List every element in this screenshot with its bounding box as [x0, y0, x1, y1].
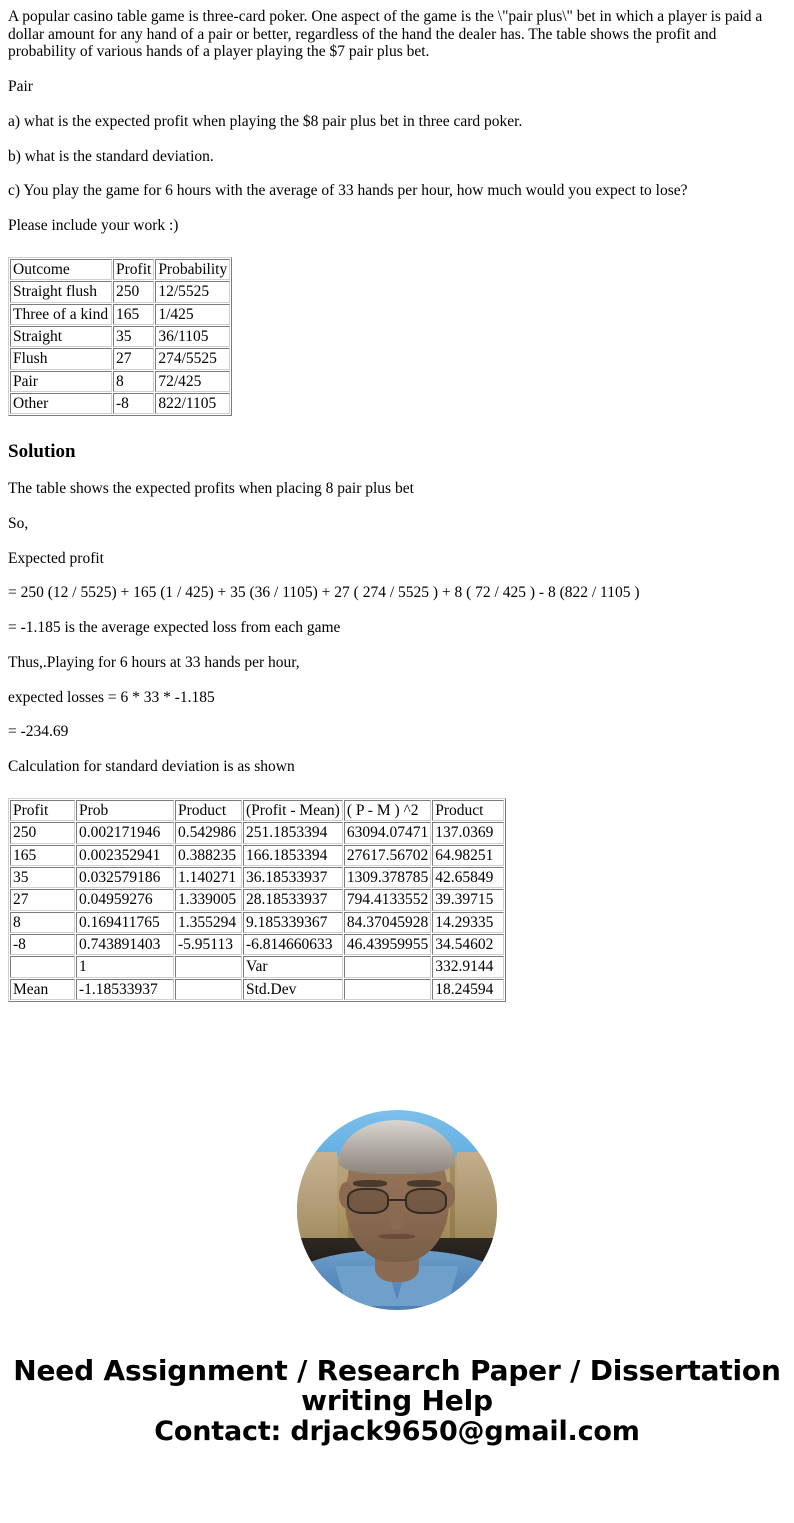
- avatar: [297, 1110, 497, 1310]
- cell-profit-minus-mean: 166.1853394: [243, 845, 343, 866]
- table-row: [10, 371, 230, 392]
- cell-blank: [175, 956, 242, 977]
- spacer: [8, 165, 786, 182]
- cell-outcome: Straight: [10, 326, 112, 347]
- cell-product-2: 39.39715: [432, 889, 504, 910]
- spacer: [8, 776, 786, 798]
- cell-outcome: Pair: [10, 371, 112, 392]
- footer-advert: [8, 1356, 786, 1446]
- cell-profit: 35: [10, 867, 75, 888]
- cell-pm-squared: 1309.378785: [344, 867, 431, 888]
- outcome-probability-table: [8, 257, 232, 417]
- cell-outcome: Three of a kind: [10, 304, 112, 325]
- cell-profit-minus-mean: -6.814660633: [243, 934, 343, 955]
- cell-profit: -8: [113, 393, 154, 414]
- photo-lens-right: [405, 1188, 447, 1214]
- question-part-b: b) what is the standard deviation.: [8, 147, 214, 165]
- cell-outcome: Straight flush: [10, 281, 112, 302]
- column-header-product-2: Product: [432, 800, 504, 821]
- photo-glasses-bridge: [389, 1199, 405, 1201]
- table-row: [10, 867, 504, 888]
- cell-product-2: 14.29335: [432, 912, 504, 933]
- cell-profit: 165: [113, 304, 154, 325]
- cell-probability: 274/5525: [155, 348, 230, 369]
- solution-result: = -234.69: [8, 723, 69, 741]
- cell-pm-squared: 27617.56702: [344, 845, 431, 866]
- cell-prob: 0.032579186: [76, 867, 174, 888]
- variance-table-body: [10, 800, 504, 1000]
- cell-profit-minus-mean: 28.18533937: [243, 889, 343, 910]
- table-row: [10, 889, 504, 910]
- cell-profit: 165: [10, 845, 75, 866]
- spacer: [8, 235, 786, 257]
- cell-var-label: Var: [243, 956, 343, 977]
- cell-probability: 72/425: [155, 371, 230, 392]
- cell-pm-squared: 63094.07471: [344, 822, 431, 843]
- spacer: [8, 602, 786, 619]
- cell-profit-minus-mean: 251.1853394: [243, 822, 343, 843]
- column-header-outcome: Outcome: [10, 259, 112, 280]
- cell-profit: 35: [113, 326, 154, 347]
- footer-line-2: writing Help: [301, 1384, 493, 1418]
- cell-blank: [175, 979, 242, 1000]
- footer-contact-line: Contact: drjack9650@gmail.com: [154, 1415, 640, 1447]
- cell-probability: 36/1105: [155, 326, 230, 347]
- table-header-row: [10, 259, 230, 280]
- column-header-profit: Profit: [10, 800, 75, 821]
- table-row: [10, 912, 504, 933]
- table-row-stddev: [10, 979, 504, 1000]
- cell-product-2: 34.54602: [432, 934, 504, 955]
- cell-blank: [344, 956, 431, 977]
- column-header-profit-minus-mean: (Profit - Mean): [243, 800, 343, 821]
- cell-product: 1.355294: [175, 912, 242, 933]
- cell-profit: 27: [113, 348, 154, 369]
- column-header-pm-squared: ( P - M ) ^2: [344, 800, 431, 821]
- cell-mean-label: Mean: [10, 979, 75, 1000]
- cell-profit-minus-mean: 9.185339367: [243, 912, 343, 933]
- table-row: [10, 281, 230, 302]
- table-row: [10, 934, 504, 955]
- table-row: [10, 393, 230, 414]
- cell-product: -5.95113: [175, 934, 242, 955]
- spacer: [8, 706, 786, 723]
- cell-profit: 8: [113, 371, 154, 392]
- cell-profit: 8: [10, 912, 75, 933]
- solution-expected-profit-equation: = 250 (12 / 5525) + 165 (1 / 425) + 35 (36 / 1105) + 27 ( 274 / 5525 ) + 8 ( 72 / 425 ) - 8 (822 / 1105 ): [8, 584, 640, 602]
- cell-prob: 0.169411765: [76, 912, 174, 933]
- solution-line-9: Calculation for standard deviation is as shown: [8, 758, 295, 776]
- cell-profit: 250: [10, 822, 75, 843]
- spacer: [8, 567, 786, 584]
- question-part-c: c) You play the game for 6 hours with the average of 33 hands per hour, how much would you expect to lose?: [8, 182, 688, 200]
- photo-nose: [389, 1206, 405, 1230]
- photo-mouth: [379, 1234, 415, 1239]
- spacer: [8, 533, 786, 550]
- table-header-row: [10, 800, 504, 821]
- table-row: [10, 822, 504, 843]
- solution-expected-losses: expected losses = 6 * 33 * -1.185: [8, 688, 215, 706]
- spacer: [8, 637, 786, 654]
- column-header-product: Product: [175, 800, 242, 821]
- solution-line-5: = -1.185 is the average expected loss from each game: [8, 619, 341, 637]
- table-row-variance: [10, 956, 504, 977]
- question-part-a: a) what is the expected profit when playing the $8 pair plus bet in three card poker.: [8, 112, 523, 130]
- cell-prob-total: 1: [76, 956, 174, 977]
- spacer: [8, 741, 786, 758]
- solution-line-3: Expected profit: [8, 549, 104, 567]
- cell-product-2: 137.0369: [432, 822, 504, 843]
- cell-pm-squared: 46.43959955: [344, 934, 431, 955]
- cell-probability: 822/1105: [155, 393, 230, 414]
- cell-product: 1.140271: [175, 867, 242, 888]
- cell-blank: [344, 979, 431, 1000]
- spacer: [8, 61, 786, 78]
- spacer: [8, 200, 786, 217]
- question-intro-paragraph: A popular casino table game is three-card poker. One aspect of the game is the \"pair plus\" bet in which a player is paid a dollar amount for any hand of a pair or better, regardless of the hand the dealer has. The table shows the profit and probability of various hands of a player playing the $7 pair plus bet.: [8, 8, 763, 61]
- solution-line-1: The table shows the expected profits when placing 8 pair plus bet: [8, 480, 414, 498]
- cell-pm-squared: 84.37045928: [344, 912, 431, 933]
- cell-product: 0.388235: [175, 845, 242, 866]
- table-row: [10, 304, 230, 325]
- spacer: [8, 498, 786, 515]
- cell-product-2: 64.98251: [432, 845, 504, 866]
- column-header-prob: Prob: [76, 800, 174, 821]
- photo-background-wall-left: [297, 1152, 337, 1248]
- cell-profit: 27: [10, 889, 75, 910]
- cell-product-2: 42.65849: [432, 867, 504, 888]
- cell-var-value: 332.9144: [432, 956, 504, 977]
- cell-probability: 1/425: [155, 304, 230, 325]
- cell-probability: 12/5525: [155, 281, 230, 302]
- cell-prob: 0.002352941: [76, 845, 174, 866]
- photo-eyebrow-left: [353, 1180, 387, 1187]
- spacer: [8, 131, 786, 148]
- solution-line-6: Thus,.Playing for 6 hours at 33 hands per hour,: [8, 653, 300, 671]
- table-row: [10, 845, 504, 866]
- cell-profit-minus-mean: 36.18533937: [243, 867, 343, 888]
- profile-photo-container: [8, 1110, 786, 1310]
- question-pair-label: Pair: [8, 78, 33, 96]
- photo-eyebrow-right: [407, 1180, 441, 1187]
- question-please-include-work: Please include your work :): [8, 217, 179, 235]
- column-header-profit: Profit: [113, 259, 154, 280]
- photo-lens-left: [347, 1188, 389, 1214]
- solution-heading: Solution: [8, 441, 76, 463]
- cell-outcome: Other: [10, 393, 112, 414]
- cell-blank: [10, 956, 75, 977]
- footer-line-1: Need Assignment / Research Paper / Dissertation: [13, 1354, 781, 1388]
- spacer: [8, 463, 786, 480]
- column-header-probability: Probability: [155, 259, 230, 280]
- variance-calculation-table: [8, 798, 506, 1002]
- cell-mean-value: -1.18533937: [76, 979, 174, 1000]
- table-row: [10, 348, 230, 369]
- cell-stddev-label: Std.Dev: [243, 979, 343, 1000]
- cell-outcome: Flush: [10, 348, 112, 369]
- cell-profit: -8: [10, 934, 75, 955]
- table-row: [10, 326, 230, 347]
- cell-pm-squared: 794.4133552: [344, 889, 431, 910]
- solution-line-2: So,: [8, 515, 29, 533]
- cell-stddev-value: 18.24594: [432, 979, 504, 1000]
- spacer: [8, 672, 786, 689]
- photo-background-wall-right: [457, 1152, 497, 1248]
- cell-prob: 0.743891403: [76, 934, 174, 955]
- spacer: [8, 416, 786, 442]
- cell-prob: 0.04959276: [76, 889, 174, 910]
- cell-product: 0.542986: [175, 822, 242, 843]
- outcome-table-body: [10, 259, 230, 415]
- cell-prob: 0.002171946: [76, 822, 174, 843]
- cell-product: 1.339005: [175, 889, 242, 910]
- spacer: [8, 96, 786, 113]
- cell-profit: 250: [113, 281, 154, 302]
